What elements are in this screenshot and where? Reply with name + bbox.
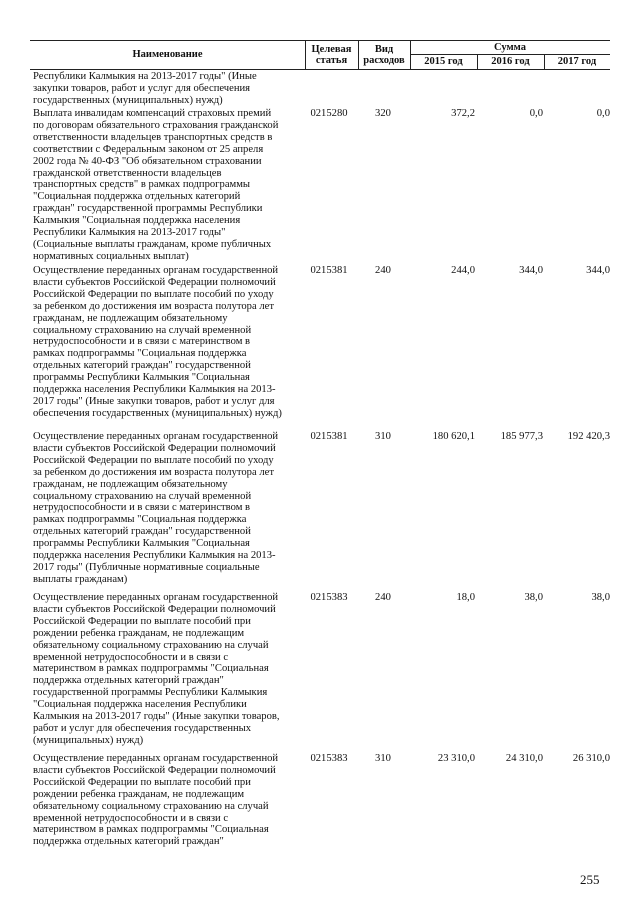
amount-2015: 244,0 xyxy=(451,265,475,276)
expense-type: 310 xyxy=(375,753,391,764)
row-description-line: власти субъектов Российской Федерации полномочий xyxy=(33,764,276,776)
row-description-line: гражданам, не подлежащим обязательному xyxy=(33,312,228,324)
amount-2017: 26 310,0 xyxy=(572,753,610,764)
row-description xyxy=(33,753,295,848)
row-description-line: обязательному социальному страхованию на случай xyxy=(33,639,269,651)
header-type: Вид расходов xyxy=(363,44,405,66)
row-description-line: "Социальная поддержка населения Республики xyxy=(33,699,247,711)
amount-2016: 0,0 xyxy=(529,108,543,119)
row-description-line: рождении ребенка гражданам, не подлежащим xyxy=(33,788,245,800)
amount-2015: 23 310,0 xyxy=(437,753,475,764)
row-description-line: Осуществление переданных органам государственной xyxy=(33,753,279,764)
row-description-line: Республики Калмыкия на 2013-2017 годы" xyxy=(33,227,226,239)
row-description-line: 2017 годы" (Публичные нормативные социальные xyxy=(33,561,260,573)
row-description-line: отдельных категорий граждан" государственной xyxy=(33,526,251,538)
row-description-line: временной нетрудоспособности и в связи с xyxy=(33,812,229,824)
header-year-2017: 2017 год xyxy=(557,56,597,67)
row-description-line: Российской Федерации по выплате пособий при xyxy=(33,776,251,788)
amount-2017: 192 420,3 xyxy=(567,431,610,442)
row-description-line: работ и услуг для обеспечения государственных xyxy=(33,722,252,734)
row-description-line: поддержка отдельных категорий граждан" xyxy=(33,675,224,687)
target-article: 0215381 xyxy=(310,431,348,442)
amount-2016: 38,0 xyxy=(524,592,543,603)
row-description-line: рамках подпрограммы "Социальная поддержка xyxy=(33,514,247,526)
row-description xyxy=(33,71,295,107)
amount-2015: 372,2 xyxy=(451,108,475,119)
row-description-line: поддержка отдельных категорий граждан" xyxy=(33,836,224,848)
amount-2015: 18,0 xyxy=(456,592,475,603)
table-header xyxy=(30,40,610,70)
row-description-line: материнством в рамках подпрограммы "Социальная xyxy=(33,824,269,836)
row-description-line: поддержка населения Республики Калмыкия на 2013- xyxy=(33,550,276,562)
expense-type: 240 xyxy=(375,265,391,276)
header-name: Наименование xyxy=(132,49,203,60)
row-description-line: нетрудоспособности и в связи с материнством в xyxy=(33,336,251,348)
row-description-line: социальному страхованию на случай временной xyxy=(33,490,252,502)
row-description-line: обеспечения государственных (муниципальных) нужд) xyxy=(33,407,282,419)
row-description-line: Осуществление переданных органам государственной xyxy=(33,592,279,603)
row-description-line: Калмыкия "Социальная поддержка населения xyxy=(33,215,241,227)
expense-type: 310 xyxy=(375,431,391,442)
row-description-line: за ребенком до достижения им возраста полутора лет xyxy=(33,300,274,312)
target-article: 0215280 xyxy=(310,108,348,119)
row-description-line: Осуществление переданных органам государственной xyxy=(33,431,279,442)
row-description-line: власти субъектов Российской Федерации полномочий xyxy=(33,276,276,288)
row-description-line: гражданам, не подлежащим обязательному xyxy=(33,478,228,490)
row-description-line: государственной программы Республики Калмыкия xyxy=(33,687,268,699)
row-description-line: (муниципальных) нужд) xyxy=(33,734,144,746)
row-description-line: ответственности владельцев транспортных средств в xyxy=(33,131,273,143)
row-description-line: Калмыкия на 2013-2017 годы" (Иные закупки товаров, xyxy=(33,711,280,723)
row-description-line: Осуществление переданных органам государственной xyxy=(33,265,279,276)
row-description-line: Выплата инвалидам компенсаций страховых премий xyxy=(33,108,272,119)
header-year-2015: 2015 год xyxy=(424,56,463,67)
amount-2016: 185 977,3 xyxy=(500,431,543,442)
row-description-line: закупки товаров, работ и услуг для обеспечения xyxy=(33,82,251,94)
row-description-line: 2017 годы" (Иные закупки товаров, работ и услуг для xyxy=(33,395,275,407)
target-article: 0215383 xyxy=(310,753,348,764)
row-description-line: обязательному социальному страхованию на случай xyxy=(33,800,269,812)
row-description-line: соответствии с Федеральным законом от 25 апреля xyxy=(33,143,264,155)
row-description-line: по договорам обязательного страхования гражданской xyxy=(33,119,279,131)
target-article: 0215383 xyxy=(310,592,348,603)
row-description xyxy=(33,592,295,747)
expense-type: 240 xyxy=(375,592,391,603)
row-description-line: отдельных категорий граждан" государственной xyxy=(33,360,251,372)
amount-2017: 0,0 xyxy=(596,108,610,119)
row-description-line: государственных (муниципальных) нужд) xyxy=(33,94,223,106)
row-description-line: граждан" государственной программы Республики xyxy=(33,203,263,215)
row-description-line: временной нетрудоспособности и в связи с xyxy=(33,651,229,663)
row-description xyxy=(33,431,295,586)
row-description-line: Российской Федерации по выплате пособий при xyxy=(33,615,251,627)
row-description-line: материнством в рамках подпрограммы "Социальная xyxy=(33,663,269,675)
row-description-line: нетрудоспособности и в связи с материнством в xyxy=(33,502,251,514)
row-description-line: рождении ребенка гражданам, не подлежащим xyxy=(33,627,245,639)
row-description-line: 2002 года № 40-ФЗ "Об обязательном страховании xyxy=(33,155,262,167)
row-description-line: программы Республики Калмыкия "Социальная xyxy=(33,372,250,384)
row-description-line: гражданской ответственности владельцев xyxy=(33,167,222,179)
row-description-line: поддержка населения Республики Калмыкия на 2013- xyxy=(33,384,276,396)
row-description-line: социальному страхованию на случай временной xyxy=(33,324,252,336)
row-description xyxy=(33,108,295,263)
page-number: 255 xyxy=(580,872,600,887)
header-target: Целевая статья xyxy=(311,44,352,66)
row-description-line: (Социальные выплаты гражданам, кроме публичных xyxy=(33,238,272,250)
expense-type: 320 xyxy=(375,108,391,119)
amount-2017: 344,0 xyxy=(586,265,610,276)
header-year-2016: 2016 год xyxy=(491,56,530,67)
amount-2016: 24 310,0 xyxy=(505,753,543,764)
row-description-line: выплаты гражданам) xyxy=(33,573,128,585)
row-description-line: "Социальная поддержка отдельных категорий xyxy=(33,191,241,203)
amount-2015: 180 620,1 xyxy=(432,431,475,442)
row-description-line: Российской Федерации по выплате пособий по уходу xyxy=(33,288,274,300)
amount-2017: 38,0 xyxy=(591,592,610,603)
row-description-line: за ребенком до достижения им возраста полутора лет xyxy=(33,466,274,478)
row-description-line: рамках подпрограммы "Социальная поддержка xyxy=(33,348,247,360)
row-description-line: нормативных социальных выплат) xyxy=(33,250,189,262)
row-description-line: власти субъектов Российской Федерации полномочий xyxy=(33,603,276,615)
row-description xyxy=(33,265,295,420)
header-sum: Сумма xyxy=(494,42,526,53)
row-description-line: власти субъектов Российской Федерации полномочий xyxy=(33,442,276,454)
row-description-line: транспортных средств" в рамках подпрограммы xyxy=(33,179,251,191)
row-description-line: Республики Калмыкия на 2013-2017 годы" (Иные xyxy=(33,71,257,82)
amount-2016: 344,0 xyxy=(519,265,543,276)
target-article: 0215381 xyxy=(310,265,348,276)
row-description-line: программы Республики Калмыкия "Социальная xyxy=(33,538,250,550)
row-description-line: Российской Федерации по выплате пособий по уходу xyxy=(33,454,274,466)
